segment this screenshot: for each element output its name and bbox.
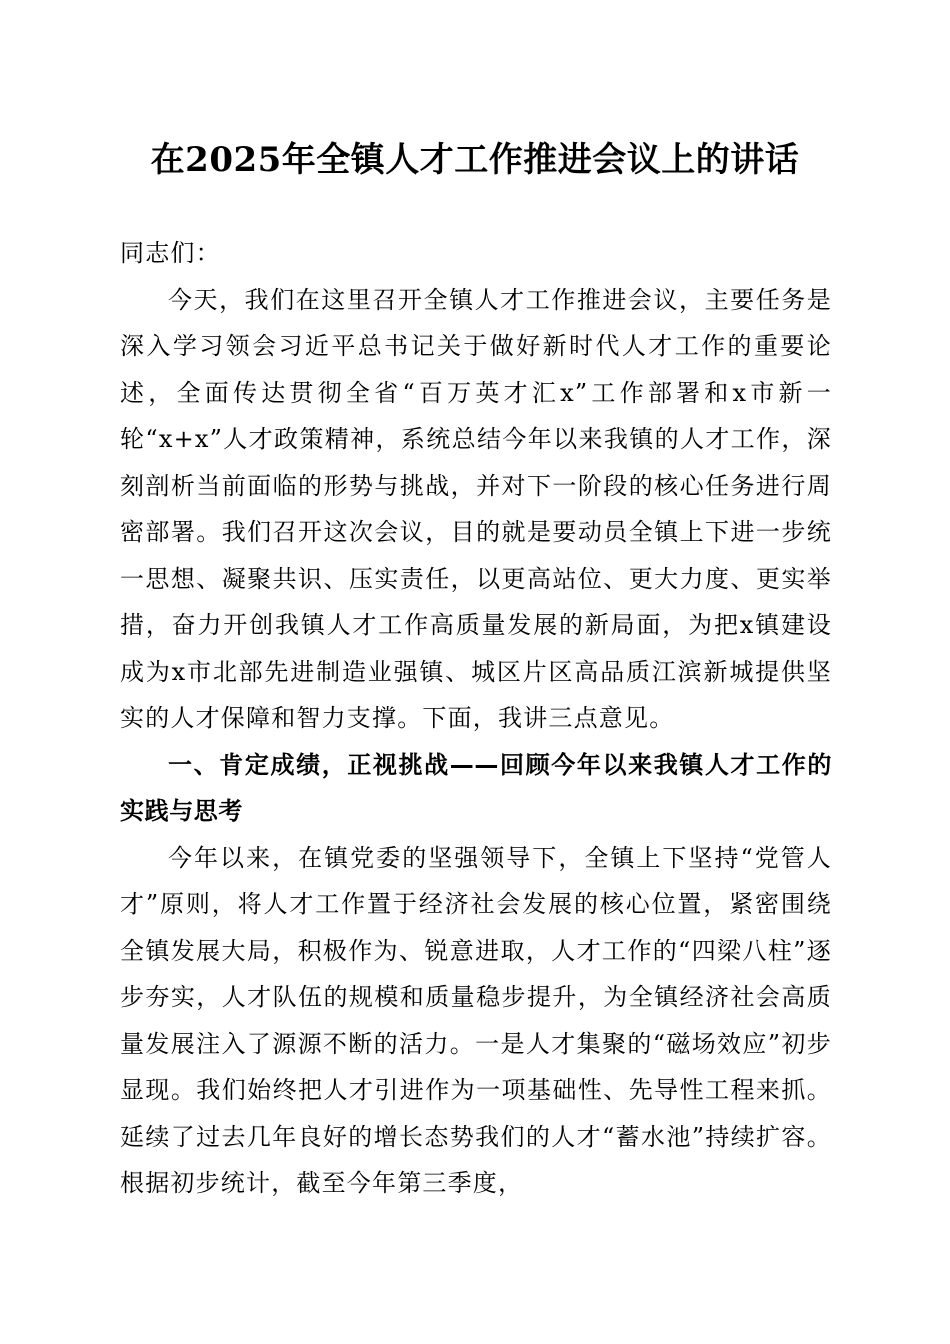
document-body (120, 230, 832, 1207)
section-heading: 一、肯定成绩，正视挑战——回顾今年以来我镇人才工作的实践与思考 (120, 750, 832, 825)
opening-paragraph: 今天，我们在这里召开全镇人才工作推进会议，主要任务是深入学习领会习近平总书记关于做好新时代人才工作的重要论述，全面传达贯彻全省“百万英才汇x”工作部署和x市新一轮“x+x”人才政策精神，系统总结今年以来我镇的人才工作，深刻剖析当前面临的形势与挑战，并对下一阶段的核心任务进行周密部署。我们召开这次会议，目的就是要动员全镇上下进一步统一思想、凝聚共识、压实责任，以更高站位、更大力度、更实举措，奋力开创我镇人才工作高质量发展的新局面，为把x镇建设成为x市北部先进制造业强镇、城区片区高品质江滨新城提供坚实的人才保障和智力支撑。下面，我讲三点意见。 (120, 285, 832, 732)
section-paragraph: 今年以来，在镇党委的坚强领导下，全镇上下坚持“党管人才”原则，将人才工作置于经济社会发展的核心位置，紧密围绕全镇发展大局，积极作为、锐意进取，人才工作的“四梁八柱”逐步夯实，人才队伍的规模和质量稳步提升，为全镇经济社会高质量发展注入了源源不断的活力。一是人才集聚的“磁场效应”初步显现。我们始终把人才引进作为一项基础性、先导性工程来抓。延续了过去几年良好的增长态势我们的人才“蓄水池”持续扩容。根据初步统计，截至今年第三季度， (120, 843, 832, 1197)
document-title: 在2025年全镇人才工作推进会议上的讲话 (150, 140, 800, 180)
salutation: 同志们： (120, 239, 221, 267)
